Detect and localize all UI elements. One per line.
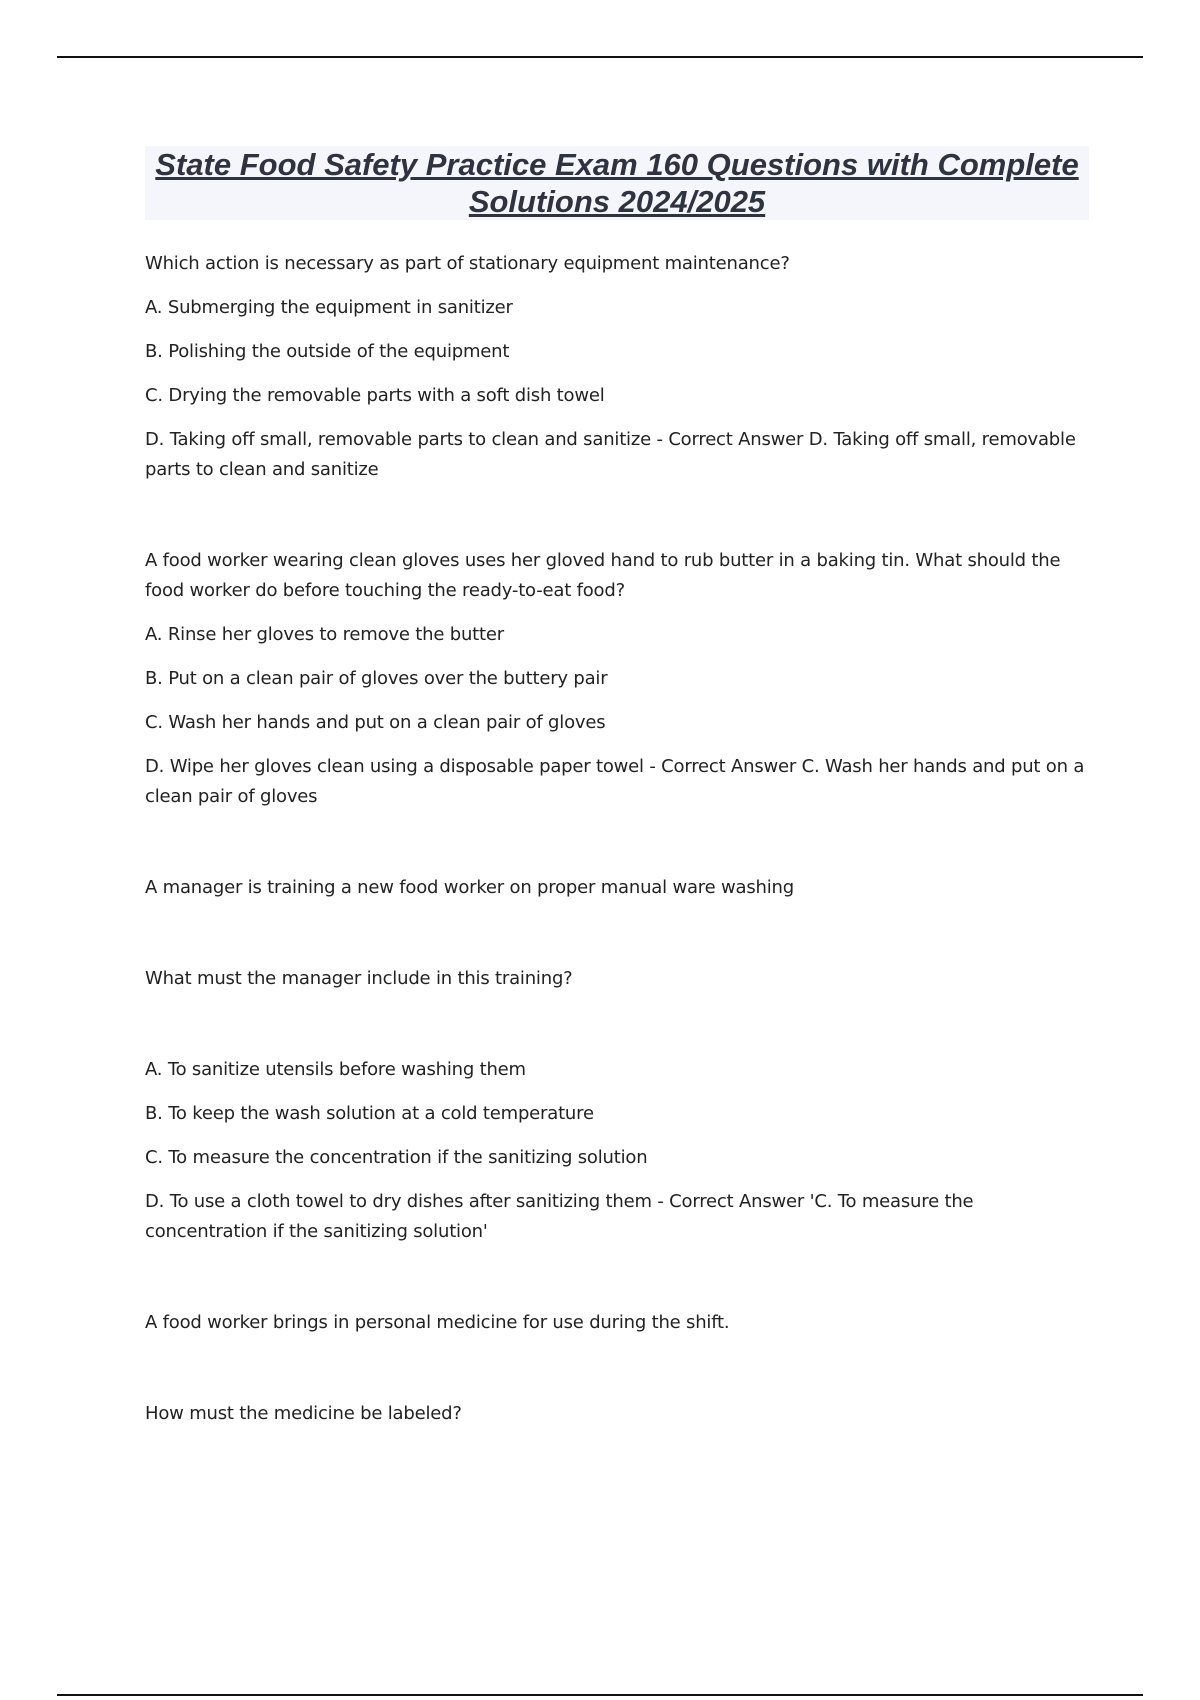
bottom-rule	[57, 1694, 1143, 1696]
question-4	[145, 1308, 1089, 1429]
question-1-option-a: A. Submerging the equipment in sanitizer	[145, 297, 513, 318]
question-3-option-d: D. To use a cloth towel to dry dishes after sanitizing them - Correct Answer 'C. To measure the concentration if the sanitizing solution'	[145, 1191, 974, 1242]
question-3-option-b: B. To keep the wash solution at a cold temperature	[145, 1103, 594, 1124]
question-3	[145, 873, 1089, 1247]
question-1-option-b: B. Polishing the outside of the equipment	[145, 341, 510, 362]
question-2-option-d: D. Wipe her gloves clean using a disposable paper towel - Correct Answer C. Wash her hands and put on a clean pair of gloves	[145, 756, 1085, 807]
question-3-scenario: A manager is training a new food worker on proper manual ware washing	[145, 877, 794, 898]
question-2-option-b: B. Put on a clean pair of gloves over the buttery pair	[145, 668, 608, 689]
question-3-prompt: What must the manager include in this training?	[145, 968, 573, 989]
question-1	[145, 249, 1089, 485]
document-title: State Food Safety Practice Exam 160 Questions with Complete Solutions 2024/2025	[155, 147, 1079, 219]
question-1-option-d: D. Taking off small, removable parts to clean and sanitize - Correct Answer D. Taking off small, removable parts to clean and sanitize	[145, 429, 1076, 480]
question-3-option-a: A. To sanitize utensils before washing them	[145, 1059, 526, 1080]
question-2	[145, 546, 1089, 812]
question-1-prompt: Which action is necessary as part of stationary equipment maintenance?	[145, 253, 790, 274]
question-4-prompt: How must the medicine be labeled?	[145, 1403, 462, 1424]
question-2-option-c: C. Wash her hands and put on a clean pair of gloves	[145, 712, 606, 733]
question-3-option-c: C. To measure the concentration if the sanitizing solution	[145, 1147, 648, 1168]
document-body	[145, 146, 1089, 1429]
top-rule	[57, 56, 1143, 58]
title-banner	[145, 146, 1089, 220]
question-4-scenario: A food worker brings in personal medicine for use during the shift.	[145, 1312, 730, 1333]
question-2-prompt: A food worker wearing clean gloves uses her gloved hand to rub butter in a baking tin. What should the food worker do before touching the ready-to-eat food?	[145, 550, 1061, 601]
question-2-option-a: A. Rinse her gloves to remove the butter	[145, 624, 504, 645]
question-1-option-c: C. Drying the removable parts with a soft dish towel	[145, 385, 605, 406]
